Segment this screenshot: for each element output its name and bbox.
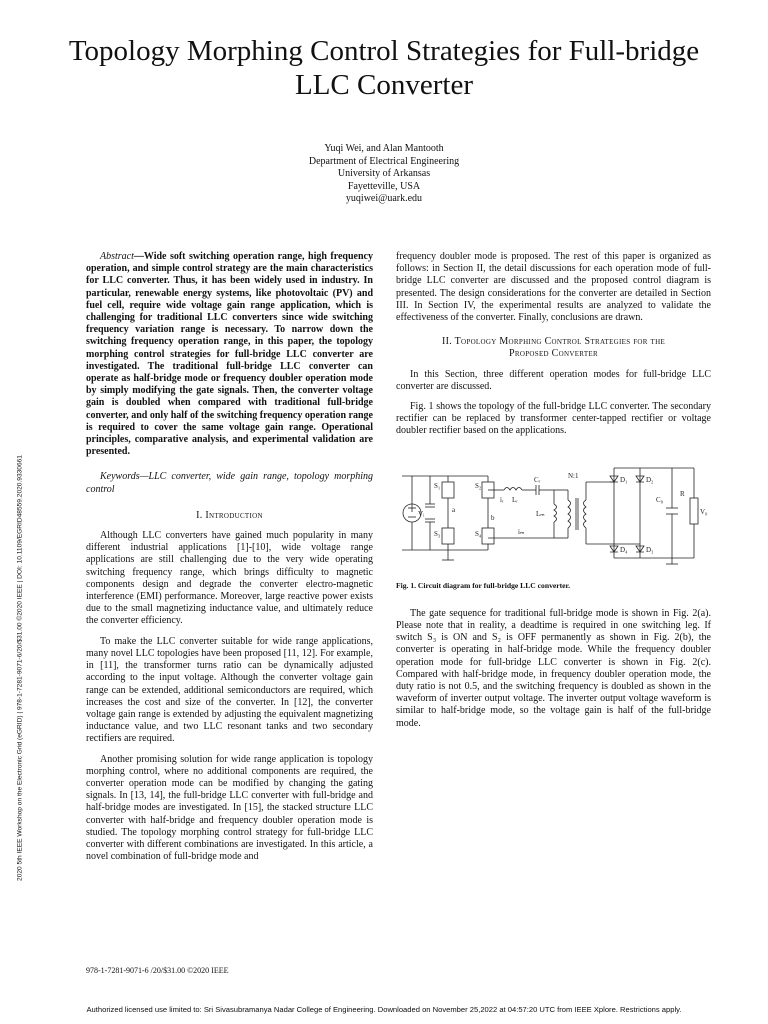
author-block	[184, 143, 584, 206]
paper-title: Topology Morphing Control Strategies for Full-bridge LLC Converter	[68, 35, 700, 101]
sidebar-text: 2020 5th IEEE Workshop on the Electronic Grid (eGRID) | 978-1-7281-9071-6/20/$31.00 ©2020 IEEE | DOI: 10.1109/EGRID48559.2020.9330661	[16, 455, 24, 881]
label-s1: S₁	[434, 481, 441, 490]
author-names: Yuqi Wei, and Alan Mantooth	[324, 143, 444, 154]
publication-sidebar	[9, 384, 31, 952]
author-dept: Department of Electrical Engineering	[308, 155, 460, 167]
label-lr: Lᵣ	[512, 495, 518, 504]
label-s2: S₂	[475, 481, 482, 490]
author-university: University of Arkansas	[337, 168, 431, 179]
author-email: yuqiwei@uark.edu	[345, 193, 423, 204]
section-2-heading	[396, 336, 711, 360]
footer-authorization: Authorized licensed use limited to: Sri Sivasubramanya Nadar College of Engineering. Downloaded on November 25,2022 at 04:57:20 UTC from IEEE Xplore. Restrictions apply.	[86, 1005, 682, 1014]
author-city: Fayetteville, USA	[347, 180, 421, 192]
sec2-paragraph-2: Fig. 1 shows the topology of the full-bridge LLC converter. The secondary rectifier can be replaced by transformer center-tapped rectifier or voltage doubler rectifier based on the applications.	[396, 401, 711, 437]
footer-isbn: 978-1-7281-9071-6 /20/$31.00 ©2020 IEEE	[86, 966, 229, 975]
label-r: R	[680, 489, 685, 498]
label-vo: V₀	[700, 507, 708, 516]
label-node-b: b	[491, 513, 495, 522]
sec2-paragraph-1: In this Section, three different operation modes for full-bridge LLC converter are discussed.	[396, 368, 711, 392]
label-s4: S₄	[475, 529, 482, 538]
label-lm: Lₘ	[536, 509, 545, 518]
label-cr: Cᵣ	[534, 475, 541, 484]
label-s3: S₃	[434, 529, 441, 538]
label-d4: D₄	[620, 545, 628, 554]
label-ir: iᵣ	[500, 495, 504, 504]
switch-s3-icon	[442, 528, 454, 544]
keywords: Keywords—LLC converter, wide gain range, topology morphing control	[86, 471, 373, 495]
transformer-secondary-icon	[584, 500, 587, 528]
inductor-lr-icon	[504, 487, 522, 490]
label-im: iₘ	[518, 527, 525, 536]
inductor-lm-icon	[554, 504, 557, 522]
intro-continuation: frequency doubler mode is proposed. The rest of this paper is organized as follows: in Section II, the detail discussions for each operation mode of full-bridge LLC converter are discussed and the proposed control diagram is presented. The design considerations for the converter are detailed in Section III. In Section IV, the experimental results are analyzed to validate the effectiveness of the converter. Finally, conclusions are drawn.	[396, 251, 711, 324]
section-2-heading-line-2: Proposed Converter	[509, 348, 598, 360]
label-turns-ratio: N:1	[568, 471, 579, 480]
intro-paragraph-2: To make the LLC converter suitable for wide range applications, many novel LLC topologies have been proposed [11, 12]. For example, in [11], the transformer turns ratio can be dynamically adjusted according to the input voltage. Although the converter voltage gain range can be extended, additional semiconductors are required, which increases the cost and size of the converter. In [12], the converter voltage gain range is extended by adjusting the equivalent magnetizing inductance value, and two LLC resonant tanks and two secondary rectifiers are required.	[86, 635, 373, 745]
label-co: C₀	[656, 495, 664, 504]
sec2-paragraph-3: The gate sequence for traditional full-bridge mode is shown in Fig. 2(a). Please note that in reality, a deadtime is required in one switching leg. If switch S₃ is ON and S₂ is OFF permanently as shown in Fig. 2(b), the converter is operating in half-bridge mode. While the frequency doubler operation mode for full-bridge LLC converter is shown in Fig. 2(c). Compared with half-bridge mode, in frequency doubler operation mode, the duty ratio is not 0.5, and the switching frequency is doubled as shown in the waveform of inverter output voltage. The inverter output voltage waveform is similar to half-bridge mode, so the voltage gain is half of the full-bridge mode.	[396, 607, 711, 729]
intro-paragraph-3: Another promising solution for wide range application is topology morphing control, where no additional components are required, the converter operation mode can be modified by changing the gating signals. In [13, 14], the full-bridge LLC converter with full-bridge and half-bridge modes are investigated. In [15], the stacked structure LLC converter with half-bridge and frequency doubler operation mode is studied. The topology morphing control strategy for full-bridge LLC converter with different combinations are investigated. In this article, a novel combination of full-bridge mode and	[86, 753, 373, 863]
label-d3: D₃	[646, 545, 654, 554]
right-column	[396, 251, 711, 730]
section-2-heading-line-1: II. Topology Morphing Control Strategies for the	[441, 336, 666, 348]
abstract	[86, 251, 373, 458]
figure-1-circuit	[396, 458, 711, 566]
intro-paragraph-1: Although LLC converters have gained much popularity in many different industrial applications [1]-[10], wide voltage range applications are still challenging due to the very wide operating switching frequency range, which brings difficulty to magnetic components design and degrade the converter electro-magnetic interference (EMI) performance. Moreover, large reactive power exists due to the small magnetizing inductance value, and ultimately reduce the converter efficiency.	[86, 530, 373, 627]
section-1-heading: I. Introduction	[196, 509, 263, 521]
left-column	[86, 251, 373, 863]
circuit-diagram	[396, 458, 711, 566]
switch-s1-icon	[442, 482, 454, 498]
abstract-label: Abstract	[100, 251, 134, 262]
transformer-primary-icon	[568, 500, 571, 528]
figure-1-caption: Fig. 1. Circuit diagram for full-bridge LLC converter.	[396, 580, 571, 590]
switch-s4-icon	[482, 528, 494, 544]
label-d2: D₂	[646, 475, 654, 484]
label-vi: Vᵢ	[418, 509, 425, 518]
label-d1: D₁	[620, 475, 628, 484]
label-node-a: a	[452, 505, 456, 514]
load-resistor-icon	[690, 498, 698, 524]
abstract-text: —Wide soft switching operation range, high frequency operation, and simple control strategy are the main characteristics for LLC converter. Thus, it has been widely used in industry. In particular, renewable energy systems, like photovoltaic (PV) and fuel cell, require wide voltage gain range application, which is challenging for traditional LLC converters since wide switching frequency variation range is necessary. To narrow down the switching frequency operation range, in this paper, the topology morphing control strategies for full-bridge LLC converter are investigated. The traditional full-bridge LLC converter can operate as half-bridge mode or frequency doubler operation mode by simply modifying the gate signals. Then, the converter voltage gain is doubled when compared with traditional full-bridge converter, and only half of the switching frequency operation range is required to cover the same voltage gain range. Operational principles, comparative analysis, and experimental validation are presented.	[86, 251, 373, 458]
